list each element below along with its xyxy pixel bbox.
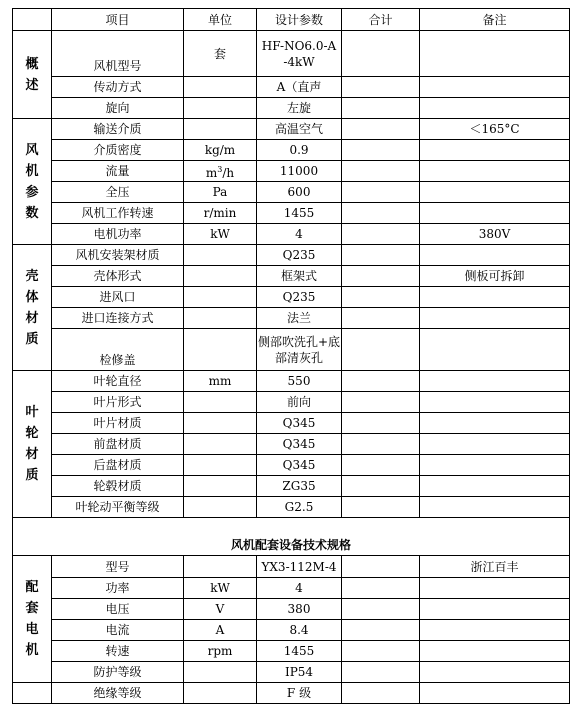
row-item: 电压	[52, 599, 184, 620]
row-value: F 级	[257, 683, 342, 704]
row-unit: kg/m	[184, 140, 257, 161]
group-fan-params: 风 机 参 数	[13, 119, 52, 245]
table-row	[13, 413, 570, 434]
row-value: 600	[257, 182, 342, 203]
row-item: 叶片形式	[52, 392, 184, 413]
row-note: 380V	[420, 224, 570, 245]
row-item: 电机功率	[52, 224, 184, 245]
table-row	[13, 245, 570, 266]
table-row	[13, 476, 570, 497]
table-row	[13, 578, 570, 599]
table-row	[13, 308, 570, 329]
row-value: 4	[257, 578, 342, 599]
row-item: 功率	[52, 578, 184, 599]
group-overview: 概 述	[13, 31, 52, 119]
row-item: 全压	[52, 182, 184, 203]
row-item: 电流	[52, 620, 184, 641]
table-row	[13, 98, 570, 119]
row-value: ZG35	[257, 476, 342, 497]
row-value: 8.4	[257, 620, 342, 641]
table-row	[13, 683, 570, 704]
table-row	[13, 287, 570, 308]
table-row	[13, 455, 570, 476]
row-value: 法兰	[257, 308, 342, 329]
row-unit: Pa	[184, 182, 257, 203]
table-row	[13, 620, 570, 641]
table-row	[13, 31, 570, 77]
row-unit: kW	[184, 578, 257, 599]
section-title: 风机配套设备技术规格	[13, 518, 570, 556]
table-row	[13, 119, 570, 140]
row-item: 型号	[52, 556, 184, 578]
row-item: 叶轮动平衡等级	[52, 497, 184, 518]
row-note: ＜165°C	[420, 119, 570, 140]
row-value: 0.9	[257, 140, 342, 161]
table-row	[13, 434, 570, 455]
table-row	[13, 599, 570, 620]
row-value: IP54	[257, 662, 342, 683]
row-item: 转速	[52, 641, 184, 662]
row-value: 1455	[257, 203, 342, 224]
section-title-row	[13, 518, 570, 556]
row-item: 检修盖	[52, 329, 184, 371]
row-item: 传动方式	[52, 77, 184, 98]
table-row	[13, 497, 570, 518]
row-value: Q235	[257, 245, 342, 266]
header-unit: 单位	[184, 9, 257, 31]
table-row	[13, 392, 570, 413]
row-item: 输送介质	[52, 119, 184, 140]
row-item: 叶片材质	[52, 413, 184, 434]
group-casing: 壳 体 材 质	[13, 245, 52, 371]
row-item: 进风口	[52, 287, 184, 308]
header-blank	[13, 9, 52, 31]
row-item: 风机安装架材质	[52, 245, 184, 266]
row-item: 防护等级	[52, 662, 184, 683]
row-value: 框架式	[257, 266, 342, 287]
table-row	[13, 182, 570, 203]
row-item: 叶轮直径	[52, 371, 184, 392]
header-design: 设计参数	[257, 9, 342, 31]
row-unit: A	[184, 620, 257, 641]
table-row	[13, 203, 570, 224]
header-note: 备注	[420, 9, 570, 31]
row-value: 侧部吹洗孔+底 部清灰孔	[257, 329, 342, 371]
row-value: 前向	[257, 392, 342, 413]
row-unit: kW	[184, 224, 257, 245]
row-value: 380	[257, 599, 342, 620]
row-unit: mm	[184, 371, 257, 392]
table-row	[13, 77, 570, 98]
row-value: Q345	[257, 413, 342, 434]
table-row	[13, 224, 570, 245]
row-value: Q345	[257, 434, 342, 455]
table-row	[13, 266, 570, 287]
row-unit: $m^3/h$	[184, 161, 257, 182]
row-value: Q235	[257, 287, 342, 308]
row-item: 前盘材质	[52, 434, 184, 455]
row-value: Q345	[257, 455, 342, 476]
group-motor: 配 套 电 机	[13, 556, 52, 683]
row-item: 壳体形式	[52, 266, 184, 287]
row-unit: 套	[184, 31, 257, 77]
row-value: 高温空气	[257, 119, 342, 140]
table-row	[13, 329, 570, 371]
row-unit: V	[184, 599, 257, 620]
spec-table	[12, 8, 570, 704]
row-value: A（直声	[257, 77, 342, 98]
row-value: G2.5	[257, 497, 342, 518]
row-item: 进口连接方式	[52, 308, 184, 329]
table-row	[13, 662, 570, 683]
header-row	[13, 9, 570, 31]
table-row	[13, 641, 570, 662]
row-value: 550	[257, 371, 342, 392]
header-item: 项目	[52, 9, 184, 31]
row-item: 介质密度	[52, 140, 184, 161]
row-value: 11000	[257, 161, 342, 182]
row-unit: r/min	[184, 203, 257, 224]
row-item: 风机型号	[52, 31, 184, 77]
row-note: 侧板可拆卸	[420, 266, 570, 287]
group-impeller: 叶 轮 材 质	[13, 371, 52, 518]
row-value: 左旋	[257, 98, 342, 119]
row-item: 旋向	[52, 98, 184, 119]
row-value: 4	[257, 224, 342, 245]
row-unit: rpm	[184, 641, 257, 662]
table-row	[13, 371, 570, 392]
row-item: 轮毂材质	[52, 476, 184, 497]
header-total: 合计	[342, 9, 420, 31]
row-item: 绝缘等级	[52, 683, 184, 704]
table-row	[13, 161, 570, 182]
row-item: 后盘材质	[52, 455, 184, 476]
row-item: 风机工作转速	[52, 203, 184, 224]
table-row	[13, 140, 570, 161]
row-note: 浙江百丰	[420, 556, 570, 578]
row-item: 流量	[52, 161, 184, 182]
row-value: 1455	[257, 641, 342, 662]
table-row	[13, 556, 570, 578]
row-value: HF-NO6.0-A -4kW	[257, 31, 342, 77]
row-value: YX3-112M-4	[257, 556, 342, 578]
